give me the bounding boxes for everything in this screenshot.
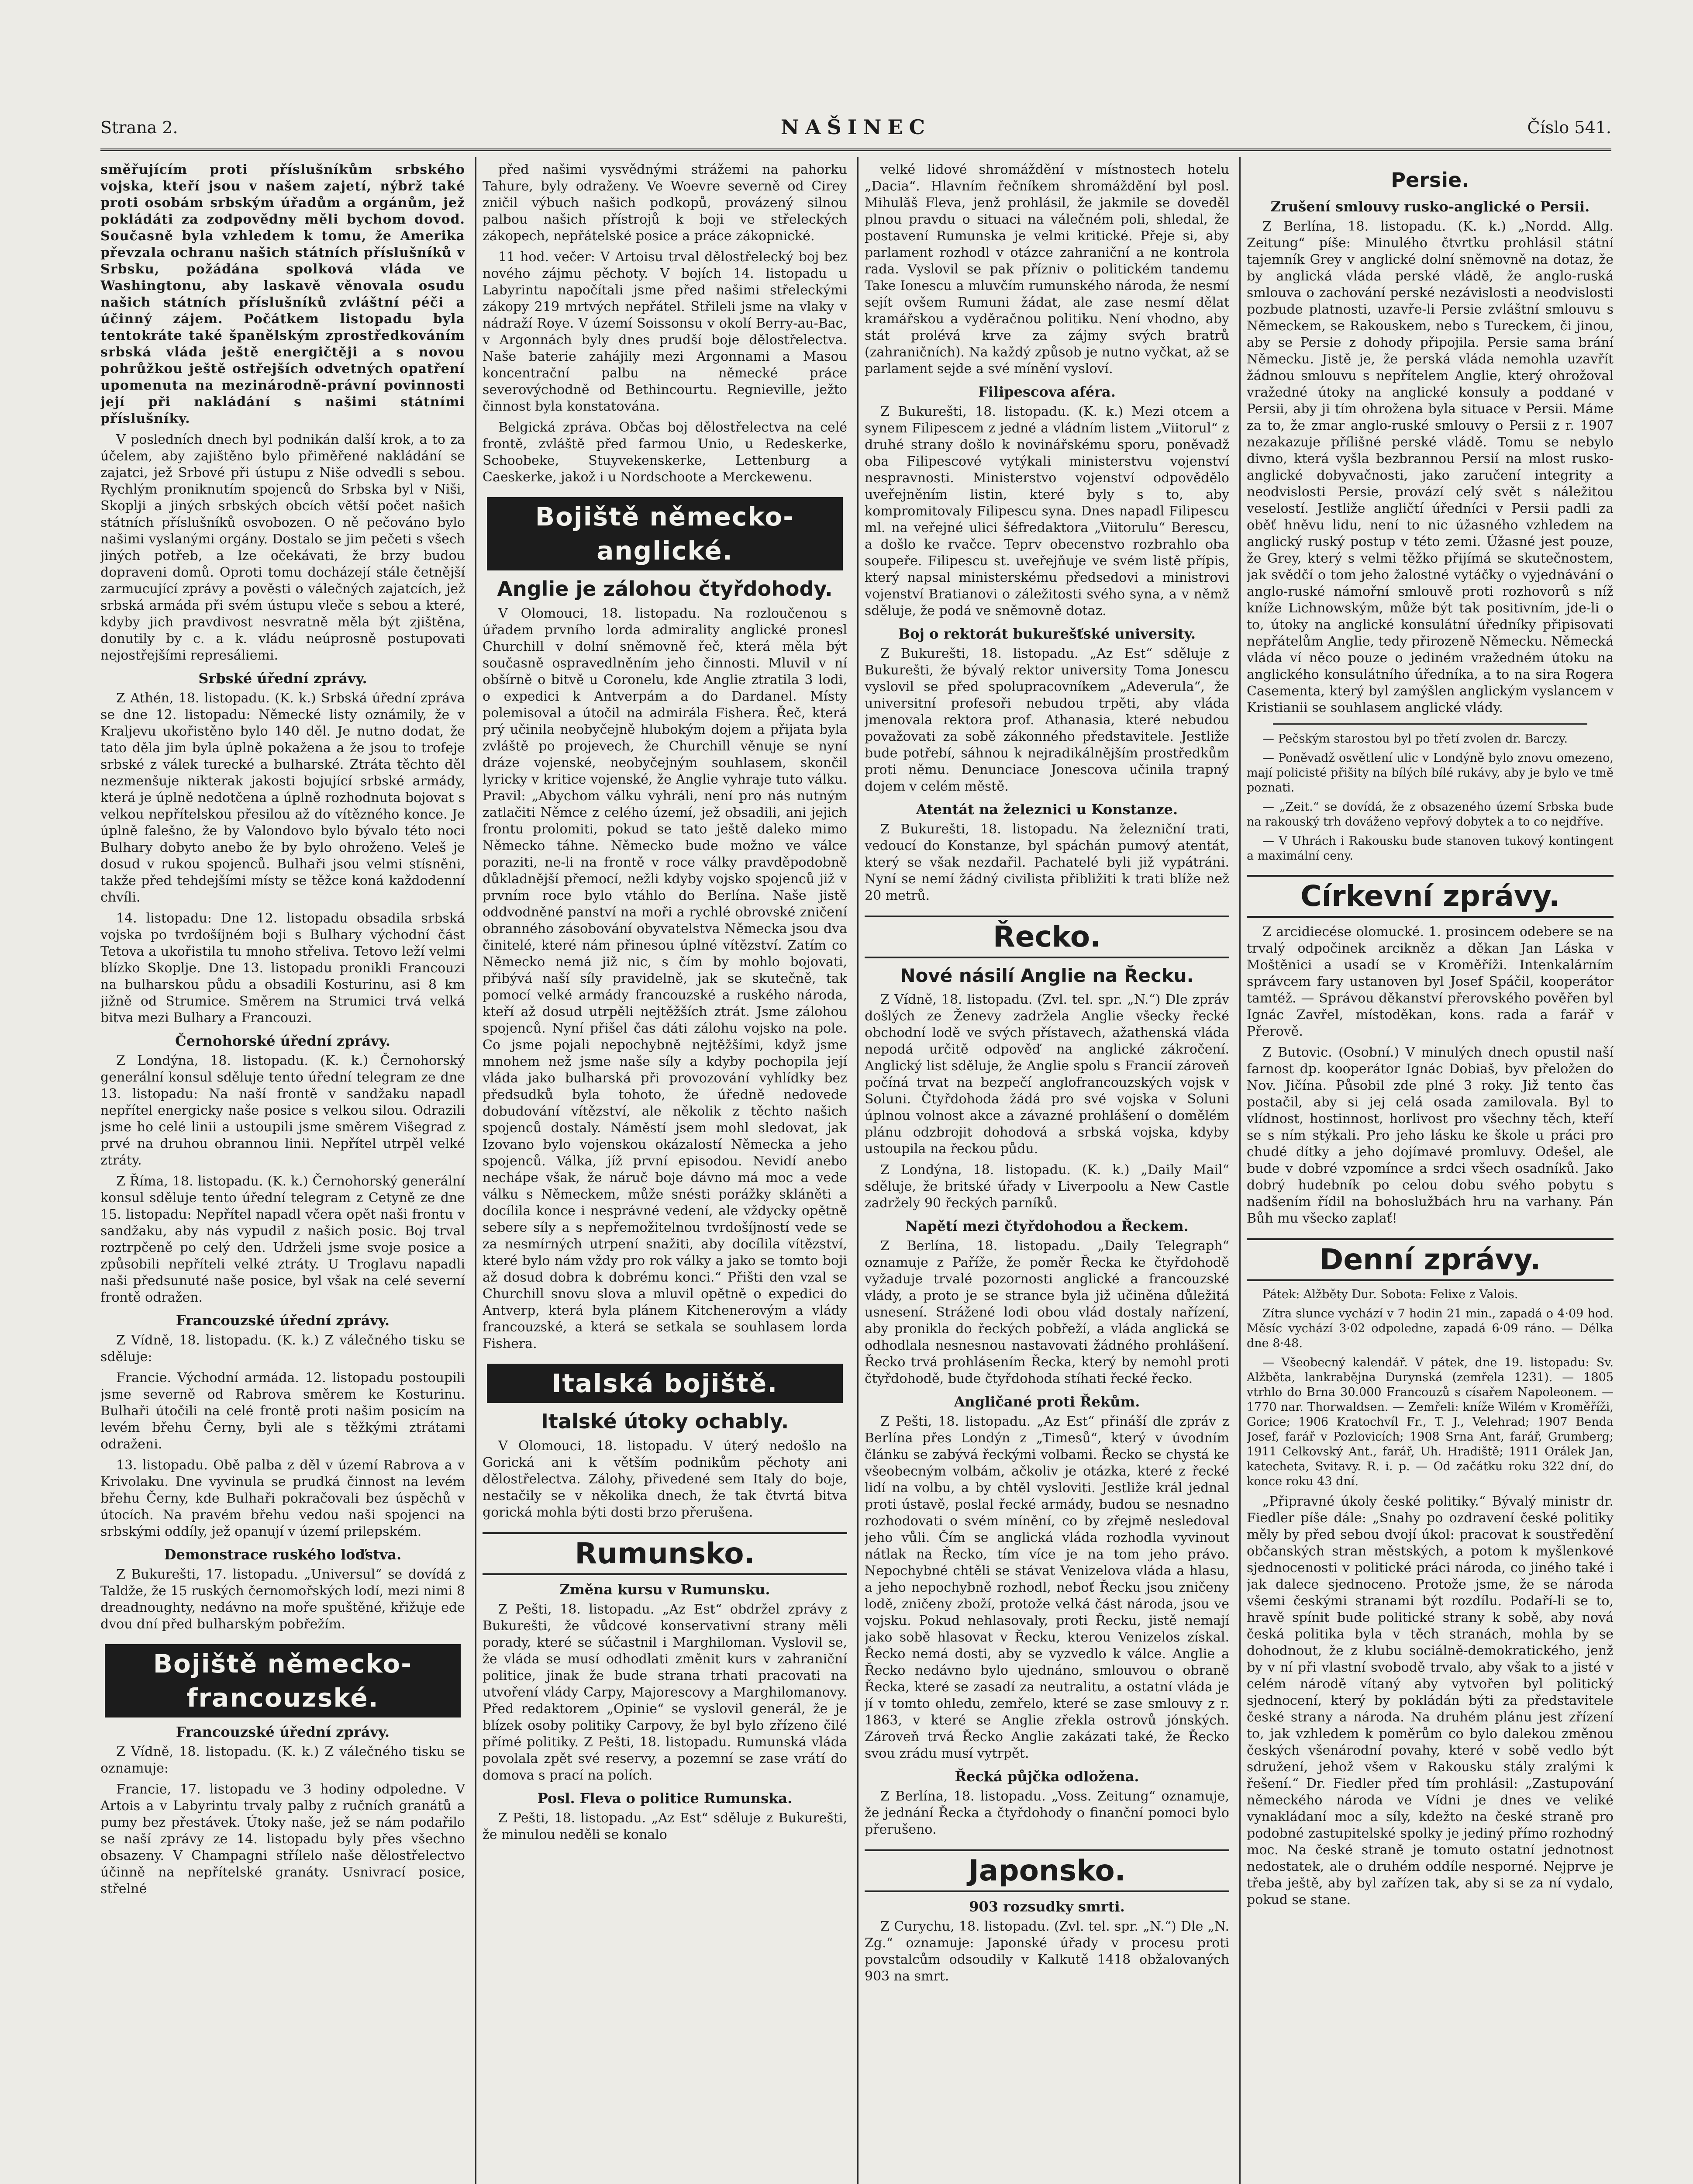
news-brief: — Pečským starostou byl po třetí zvolen dr. Barczy. <box>1262 732 1568 746</box>
article-paragraph: před našimi vysvědnými strážemi na pahorku Tahure, byly odraženy. Ve Woevre severně od Cirey zničil výbuch našich podkopů, provázený silnou palbou našich přístrojů k boji ve střeleckých zákopech, nepřátelské posice a práce zákopnické. <box>483 162 847 244</box>
article-paragraph: V Olomouci, 18. listopadu. V úterý nedošlo na Gorická ani k větším podnikům pěchoty ani dělostřelectva. Zálohy, přivedené sem Italy do boje, nestačily se v několika dnech, že tak čtvrtá bitva gorická mohla býti dosti brzo přerušena. <box>483 1438 847 1520</box>
article-paragraph: 14. listopadu: Dne 12. listopadu obsadila srbská vojska po tvrdošíjném boji s Bulhary východní část Tetova a ukořistila tu mnoho střeliva. Tetovo leží velmi blízko Skoplje. Dne 13. listopadu pronikli Francouzi na bulharskou půdu a obsadili Kosturinu, asi 8 km jižně od Strumice. Směrem na Strumici trvá velká bitva mezi Bulhary a Francouzi. <box>100 911 465 1026</box>
section-church-news: Církevní zprávy. <box>1247 875 1614 918</box>
subheading-french-reports-2: Francouzské úřední zprávy. <box>176 1724 390 1740</box>
article-paragraph: 13. listopadu. Obě palba z děl v území Rabrova a v Krivolaku. Dne vyvinula se prudká činnost na levém břehu Černy, kde Bulhaři pokračovali bez úspěchů v útocích. Na pravém břehu vedou naši spojenci na srbskými oddíly, jež opanují v území prilepském. <box>100 1458 465 1539</box>
article-paragraph: Z Londýna, 18. listopadu. (K. k.) „Daily Mail“ sděluje, že britské úřady v Liverpoolu a New Castle zadržely 90 řeckých parníků. <box>865 1162 1229 1211</box>
newspaper-title: NAŠINEC <box>780 115 931 139</box>
subheading-filipescu: Filipescova aféra. <box>978 384 1116 400</box>
headline-england-greece: Nové násilí Anglie na Řecku. <box>900 965 1194 986</box>
column-2 <box>483 162 847 2184</box>
subheading-romania-course: Změna kursu v Rumunsku. <box>559 1581 770 1598</box>
news-brief: — Poněvadž osvětlení ulic v Londýně bylo znovu omezeno, mají policisté přišity na bílých bílé rukávy, aby je bylo ve tmě poznati. <box>1247 751 1614 795</box>
article-paragraph: Z Pešti, 18. listopadu. „Az Est“ sděluje z Bukurešti, že minulou neděli se konalo <box>483 1811 847 1842</box>
article-paragraph: Z Curychu, 18. listopadu. (Zvl. tel. spr. „N.“) Dle „N. Zg.“ oznamuje: Japonské úřady v procesu proti povstalcům odsoudily v Kalkutě 1418 obžalovaných 903 na smrt. <box>865 1919 1229 1984</box>
column-rule <box>857 157 859 2184</box>
issue-number: Číslo 541. <box>1527 118 1611 137</box>
section-japan: Japonsko. <box>865 1849 1229 1892</box>
subheading-greek-loan: Řecká půjčka odložena. <box>955 1768 1139 1785</box>
news-brief: — „Zeit.“ se dovídá, že z obsazeného území Srbska bude na rakouský trh dováženo vepřový dobytek a to co nejdříve. <box>1247 800 1614 829</box>
subheading-death-sentences: 903 rozsudky smrti. <box>969 1898 1125 1915</box>
article-paragraph: V Olomouci, 18. listopadu. Na rozloučenou s úřadem prvního lorda admirality anglické pronesl Churchill v dolní sněmovně řeč, která měla být současně ospravedlněním jeho činnosti. Mluvil v ní obšírně o bitvě u Coronelu, kde Anglie ztratila 3 lodi, o expedici k Antverpám a do Dardanel. Místy polemisoval a útočil na admirála Fishera. Řeč, která prý učinila neobyčejně hlubokým dojem a přijata byla zvláště po projevech, že Churchill věnuje se nyní dráze vojenské, neobyčejným souhlasem, skončil lyricky v kritice vojenské, že Anglie vyhraje tuto válku. Pravil: „Abychom válku vyhráli, není pro nás nutným zatlačiti Němce z celého území, jež obsadili, ani jejich frontu prolomiti, pokud se tato ještě daleko mimo Německo táhne. Německo bude možno ve válce poraziti, ne-li na frontě v roce války pravděpodobně důkladnější přemocí, nežli kdyby vojsko spojenců již v prvním roce bylo vtáhlo do Berlína. Naše jistě oddvodněné panství na moři a rychlé obrovské zničení obranného zásobování obyvatelstva Německa jsou dva činitelé, které nám přinesou úplné vítězství. Zatím co Německo nemá již nic, s čím by mohlo bojovati, přibývá naší síly pravidelně, jak se skutečně, tak pomocí velké armády francouzské a ruského národa, kteří až dosud utrpěli nejtěžších ztrát. Jsme zálohou spojenců. Nyní přišel čas dáti zálohu vojsko na pole. Co jsme pojali nepochybně nejtěžšími, když jsme mnohem než jsme naše síly a kdyby pochopila její vláda jako bulharská při provozování vyhlídky bez předsudků byla tohoto, že úředně nedovede dobudování vítězství, ale několik z těchto našich spojenců dostaly. Náměstí jsem mohl sledovat, jak Izovano bylo vojenskou okázalostí Německa a jeho spojenců. Válka, jíž první episodou. Nevidí anebo nechápe však, že náruč boje dávno má moc a vede válku s Německem, může snésti porážky skláněti a docílila konce i nesprávné vedení, ale vždycky opětně sebere síly a s nepřemožitelnou tvrdošíjností vede se za nesmírných utrpení snažiti, aby docílila vítězství, které bylo nám vždy pro rok války a jako se tomto boji až dosud dobra k dobrému konci.“ Přišti den vzal se Churchill snovu slova a mluvil opětně o expedici do Antverp, která byla plánem Kitchenerovým a vlády francouzské, a která se setkala se souhlasem lorda Fishera. <box>483 606 847 1351</box>
subheading-montenegrin-reports: Černohorské úřední zprávy. <box>175 1033 390 1049</box>
section-romania: Rumunsko. <box>483 1532 847 1575</box>
masthead <box>100 114 1611 151</box>
headline-england-reserve: Anglie je zálohou čtyřdohody. <box>497 577 833 601</box>
article-paragraph: Z Bukurešti, 18. listopadu. „Az Est“ sděluje z Bukurešti, že bývalý rektor university Toma Jonescu vyslovil se před spolupracovníkem „Adeverula“, že universitní profesoři nebudou trpěti, aby vláda jmenovala rektora prof. Athanasia, které nebudou považovati za sobě zákonného představitele. Jestliže bude potřebí, sáhnou k nejradikálnějším prostředkům proti němu. Denunciace Jonescova učinila trapný dojem v celém městě. <box>865 646 1229 794</box>
article-paragraph: V posledních dnech byl podnikán další krok, a to za účelem, aby zajištěno bylo přiměřené nakládání se zajatci, jež Srbové při ústupu z Niše odvedli s sebou. Rychlým proniknutím spojenců do Srbska byl v Niši, Skoplji a jiných srbských obcích větší počet našich státních příslušníků osvobozen. O ně pečováno bylo našimi vyslanými orgány. Dostalo se jim pečeti s všech jiných potřeb, a lze očekávati, že brzy budou dopraveni domů. Oproti tomu docházejí stále četnější zarmucující zprávy a pověsti o válečných zajatcích, jež srbská armáda při svém ústupu vleče s sebou a které, kdyby jich pravdivost nesvratně měla být zjištěna, donutily by c. a k. vládu neúprosně postupovati nejostřejšími represáliemi. <box>100 432 465 663</box>
news-brief: — V Uhrách i Rakousku bude stanoven tukový kontingent a maximální ceny. <box>1247 834 1614 863</box>
article-paragraph: Z Bukurešti, 18. listopadu. Na železniční trati, vedoucí do Konstanze, byl spáchán pumový atentát, který se však nezdařil. Pachatelé byli již vypátráni. Nyní se nemí žádný civilista přibližiti k trati blíže než 20 metrů. <box>865 822 1229 903</box>
subheading-tension: Napětí mezi čtyřdohodou a Řeckem. <box>905 1218 1189 1234</box>
article-paragraph: Z Butovic. (Osobní.) V minulých dnech opustil naší farnost dp. kooperátor Ignác Dobiaš, byv přeložen do Nov. Jičína. Působil zde plné 3 roky. Již tento čas postačil, aby si jej celá osada zamilovala. Byl to vlídnost, hostinnost, horlivost pro všechny těch, kteří se s ním stýkali. Pro jeho lásku ke škole u práci pro chudé dítky a jeho dojímavé promluvy. Odešel, ale bude v dobré vzpomínce a srdci všech osadníků. Jako dobrý hudebník po celou dobu svého pobytu s nadšením řídil na bohoslužbách hru na varhany. Pán Bůh mu všecko zaplať! <box>1247 1045 1614 1226</box>
article-paragraph: Z Vídně, 18. listopadu. (K. k.) Z válečného tisku se sděluje: <box>100 1333 465 1365</box>
subheading-rectorate: Boj o rektorát bukurešťské university. <box>898 625 1196 642</box>
section-daily-news: Denní zprávy. <box>1247 1238 1614 1281</box>
article-paragraph: Francie, 17. listopadu ve 3 hodiny odpoledne. V Artois a v Labyrintu trvaly palby z ručních granátů a pumy bez přestávek. Útoky naše, jež se nám podařilo se naší zprávy ze 14. listopadu byly přes všechno obsazeny. V Champagni střílelo naše dělostřelectvo účinně na nepřítelské granáty. Usnivrací posice, střelné <box>100 1782 465 1897</box>
article-paragraph: Francie. Východní armáda. 12. listopadu postoupili jsme severně od Rabrova směrem ke Kosturinu. Bulhaři útočili na celé frontě proti našim posicím na levém břehu Černy, byli ale s těžkými ztrátami odraženi. <box>100 1370 465 1452</box>
column-rule <box>475 157 476 2184</box>
subheading-persia-treaty: Zrušení smlouvy rusko-anglické o Persii. <box>1270 198 1590 215</box>
column-3 <box>865 162 1229 2184</box>
article-paragraph: Z Bukurešti, 18. listopadu. (K. k.) Mezi otcem a synem Filipescem z jedné a vládním listem „Viitorul“ z druhé strany došlo k novinářskému sporu, poněvadž oba Filipescové vytýkali ministerstvu vojenství nespravnosti. Ministerstvo vojenství odpovědělo uveřejněním listin, které byly s to, aby kompromitovaly Filipescu syna. Dnes napadl Filipescu ml. na veřejné ulici šéfredaktora „Viitorulu“ Berescu, a došlo ke rvačce. Teprv obecenstvo rozbrahlo oba soupeře. Filipescu st. uveřejňuje ve svém listě přípis, který napsal ministerskému předsedovi a ministrovi vojenství Bratianovi o záležitosti svého syna, a v němž sděluje, že podá ve sněmovně dotaz. <box>865 404 1229 619</box>
column-rule <box>1239 157 1241 2184</box>
column-4 <box>1247 162 1614 2184</box>
subheading-english-vs-greeks: Angličané proti Řekům. <box>954 1393 1140 1410</box>
headline-italian-attacks: Italské útoky ochably. <box>541 1410 789 1433</box>
article-paragraph: Z Londýna, 18. listopadu. (K. k.) Černohorský generální konsul sděluje tento úřední telegram ze dne 13. listopadu: Na naší frontě v sandžaku napadl nepřítel energicky naše posice s velkou silou. Odrazili jsme ho celé linii a ustoupili jsme směrem Višegrad z prvé na druhou obrannou linii. Nepřítel utrpěl velké ztráty. <box>100 1053 465 1168</box>
article-paragraph: velké lidové shromáždění v místnostech hotelu „Dacia“. Hlavním řečníkem shromáždění byl posl. Mihulăš Fleva, jenž prohlásil, že jakmile se doveděl plnou pravdu o situaci na válečném poli, shledal, že postavení Rumunska je velmi kritické. Přeje si, aby parlament rozhodl v otázce zahraniční a ne kontrola rada. Vyslovil se pak přízniv o politickém tandemu Take Ionescu a mluvčím rumunského národa, že nesmí sejít ovšem Rumuni žádat, ale zase nesmí dělat kramářskou a vyděračnou politiku. Není vhodno, aby stát prolévá krve za zájmy svých bratrů (zahraničních). Na každý způsob je nutno vyčkat, až se parlament sejde a své mínění vysloví. <box>865 162 1229 377</box>
subheading-french-reports: Francouzské úřední zprávy. <box>176 1312 390 1329</box>
banner-german-french-front: Bojiště německo-francouzské. <box>105 1644 461 1717</box>
article-paragraph: Z Berlína, 18. listopadu. „Voss. Zeitung“ oznamuje, že jednání Řecka a čtyřdohody o finanční pomoci bylo přerušeno. <box>865 1789 1229 1837</box>
article-paragraph: Belgická zpráva. Občas boj dělostřelectva na celé frontě, zvláště před farmou Unio, u Redeskerke, Schoobeke, Stuyvekenskerke, Lettenburg a Caeskerke, jakož i u Nordschoote a Merckewenu. <box>483 420 847 485</box>
article-paragraph: Z arcidiecése olomucké. 1. prosincem odebere se na trvalý odpočinek arcikněz a děkan Jan Láska v Moštěnici a usadí se v Kroměříži. Intenkalárním správcem fary ustanoven byl Josef Spáčil, kooperátor tamtéž. — Správou děkanství přerovského pověřen byl Ignác Zavřel, místoděkan, kons. rada a farář v Přerově. <box>1247 924 1614 1039</box>
article-paragraph: 11 hod. večer: V Artoisu trval dělostřelecký boj bez nového zájmu pěchoty. V bojích 14. listopadu u Labyrintu napočítali jsme před našimi střeleckými zákopy 219 mrtvých nepřátel. Střileli jsme na vlaky v nádraží Roye. V území Soissonsu v okolí Berry-au-Bac, v Argonnách byly dnes prudší boje dělostřelectva. Naše baterie zahájily mezi Argonnami a Masou koncentrační palbu na německé práce severovýchodně od Bethincourtu. Regnieville, ježto činnost byla konstatována. <box>483 249 847 414</box>
banner-italian-front: Italská bojiště. <box>487 1364 843 1403</box>
calendar-general: — Všeobecný kalendář. V pátek, dne 19. listopadu: Sv. Alžběta, lankrabějna Durynská (zemřela 1231). — 1805 vtrhlo do Brna 30.000 Francouzů s císařem Napoleonem. — 1770 nar. Thorwaldsen. — Zemřeli: kníže Wilém v Kroměříži, Gorice; 1906 Kratochvíl Fr., T. J., Velehrad; 1907 Benda Josef, farář v Pozlovicích; 1908 Srna Ant, farář, Grumberg; 1911 Celkovský Ant., farář, Uh. Hradiště; 1911 Orálek Jan, katecheta, Svitavy. R. i. p. — Od začátku roku 322 dní, do konce roku 43 dní. <box>1247 1356 1614 1488</box>
page-number: Strana 2. <box>100 118 178 137</box>
article-continuation: směřujícím proti příslušníkům srbského vojska, kteří jsou v našem zajetí, nýbrž také proti osobám srbským úřadům a orgánům, jež pokládáti za zodpovědny měli bychom dovod. Současně byla vzhledem k tomu, že Amerika převzala ochranu našich státních příslušníků v Srbsku, požádána spolková vláda ve Washingtonu, aby laskavě věnovala osudu našich státních příslušníků zvláštní péči a účinný zájem. Počátkem listopadu byla tentokráte také španělským zprostředkováním srbská vláda ještě energičtěji a s novou pohrůžkou ještě ostřejších odvetných opatření upomenuta na mezinárodně-právní povinnosti její při nakládání s našimi státními příslušníky. <box>100 162 465 426</box>
section-greece: Řecko. <box>865 916 1229 958</box>
column-1 <box>100 162 465 2184</box>
subheading-russian-fleet: Demonstrace ruského loďstva. <box>164 1546 402 1563</box>
article-paragraph: Z Bukurešti, 17. listopadu. „Universul“ se dovídá z Taldže, že 15 ruských černomořských lodí, mezi nimi 8 dreadnoughty, nedávno na moře spuštěné, křižuje ede dvou dní před bulharským pobřežím. <box>100 1567 465 1632</box>
section-persia: Persie. <box>1391 168 1469 192</box>
calendar-saints: Pátek: Alžběty Dur. Sobota: Felixe z Valois. <box>1262 1288 1518 1301</box>
article-paragraph: Z Říma, 18. listopadu. (K. k.) Černohorský generální konsul sděluje tento úřední telegram z Cetyně ze dne 15. listopadu: Nepřítel napadl včera opět naši frontu v sandžaku, aby nás vypudil z našich posic. Boj trval roztrpčeně po celý den. Udrželi jsme svoje posice a způsobili nepříteli velké ztráty. U Troglavu napadli naši předsunuté naše posice, byl však na celé severní frontě odražen. <box>100 1174 465 1305</box>
article-paragraph: Z Pešti, 18. listopadu. „Az Est“ obdržel zprávy z Bukurešti, že vůdcové konservativní strany měli porady, které se súčastnil i Marghiloman. Vyslovil se, že vláda se musí odhodlati změnit kurs v zahraniční politice, jinak že bude strana trhati pracovati na utvoření vlády Carpy, Majorescovy a Marghilomanovy. Před redaktorem „Opinie“ se vyslovil generál, že je blízek osoby politiky Carpovy, že byl bylo zřízeno čilé přímé politiky. Z Pešti, 18. listopadu. Rumunská vláda povolala zpět své reservy, a pozemní se zase vrátí do domova s prací na polích. <box>483 1602 847 1783</box>
subheading-fleva: Posl. Fleva o politice Rumunska. <box>537 1790 793 1807</box>
article-paragraph: Z Berlína, 18. listopadu. (K. k.) „Nordd. Allg. Zeitung“ píše: Minulého čtvrtku prohlásil státní tajemník Grey v anglické dolní sněmovně na dotaz, že by anglická vláda perské vládě, že anglo-ruská smlouva o zachování perské nezávislosti a neodvislosti pozbude platnosti, uzavře-li Persie zvláštní smlouvu s Německem, se Rakouskem, nebo s Tureckem, či jinou, aby se Persie z dohody připojila. Persie sama brání Německu. Jistě je, že perská vláda nemohla uzavřít žádnou smlouvu s nepřítelem Anglie, který ohrožoval vražedné útoky na anglické konsuly a poddané v Persii, aby ji tím ohrožena byla situace v Persii. Máme za to, že zmar anglo-ruské smlouvy o Persii z r. 1907 nezakazuje přílišné perské vládě. Tomu se nebylo divno, která vyšla bezbrannou Persií na mlost rusko-anglické dobyvačnosti, jako zaručení integrity a neodvislosti Persie, provází celý svět s náležitou veselostí. Jestliže angličtí úředníci v Persii padli za oběť hněvu lidu, není to nic úžasného vzhledem na anglický ruský postup v této zemi. Úžasné jest pouze, že Grey, který s velmi těžko přijímá se skutečnostem, jak svědčí o tom jeho žalostné vytáčky o vyjednávání o anglo-ruské námořní smlouvě proti rozhovorů s níž kníže Lichnowským, může být tak positivním, jde-li o to, útoky na anglické konsulátní úředníky připisovati nepřátelům Anglie, tedy přirozeně Německu. Německá vláda ví něco pouze o jediném vražedném útoku na anglického konsulátního úředníka, a to na sira Rogera Casementa, který byl zamýšlen anglickým vyslancem v Kristianii se souhlasem anglické vlády. <box>1247 219 1614 715</box>
article-paragraph: Z Pešti, 18. listopadu. „Az Est“ přináší dle zpráv z Berlína přes Londýn z „Timesů“, který v úvodním článku se zabývá řeckými volbami. Řecko se chystá ke všeobecným volbám, ačkoliv je otázka, které z řecké lidí na volbu, a by chtěl vysloviti. Jestliže král jednal proti ústavě, poslal řecké armády, budou se nesnadno rozhodovati o svém mínění, co by zřejmě nesledoval jeho vůli. Čím se anglická vláda rozhodla vyvinout nátlak na Řecko, tím více je na tom jeho právo. Nepochybné chtěli se stávat Venizelova vláda a hlasu, a jeho nepochybně rozhodl, neboť Řecku jsou zničeny lodě, zničeny zboží, protože velká část národa, jsou ve vojsku. Pokud nehlasovaly, proti Řecku, jistě nemají jako sobě hlasovat v Řecku, kterou Venizelos získal. Řecko nemá dosti, aby se vyzvedlo k válce. Anglie a Řecko nedávno bylo ujednáno, smlouvou o obraně Řecka, které se zasadí za neutralitu, a ostatní vláda je jí v tomto ohledu, zemřelo, které se zase smlouvy z r. 1863, v které se Anglie zřekla ostrovů jónských. Zároveň trvá Řecko Anglie zakázati také, že Řecko svou zrádu musí vytrpět. <box>865 1414 1229 1761</box>
subheading-railway-attack: Atentát na železnici u Konstanze. <box>916 801 1178 818</box>
article-paragraph: Z Vídně, 18. listopadu. (K. k.) Z válečného tisku se oznamuje: <box>100 1744 465 1776</box>
divider <box>1273 723 1587 725</box>
article-paragraph: Z Vídně, 18. listopadu. (Zvl. tel. spr. „N.“) Dle zpráv došlých ze Ženevy zadržela Anglie všecky řecké obchodní lodě ve svých přístavech, ažathenská vláda nepodá určitě odpověď na anglické zákročení. Anglický list sděluje, že Anglie spolu s Francií zároveň počíná trvat na bezpečí anglofrancouzských vojsk v Soluni. Čtyřdohoda žádá pro své vojska v Soluni úplnou volnost akce a závazné prohlášení o domělém plánu odzbrojit dohodová a srbská vojska, kdyby ustoupila na řeckou půdu. <box>865 992 1229 1157</box>
banner-german-english-front: Bojiště německo-anglické. <box>487 497 843 570</box>
subheading-serbian-reports: Srbské úřední zprávy. <box>198 670 367 687</box>
article-paragraph: Z Athén, 18. listopadu. (K. k.) Srbská úřední zpráva se dne 12. listopadu: Německé listy oznámily, že v Kraljevu ukořistěno bylo 140 děl. Je nutno dodat, že tato děla jim byla úplně pokažena a že jsou to trofeje srbské z válek turecké a bulharské. Ztráta těchto děl nezmenšuje nikterak jakosti bojující srbské armády, která je úplně nedotčena a úplně rozhodnuta bojovat s velkou nepřítelskou přesilou až do vítězného konce. Je úplně falešno, že by Valondovo bylo bývalo této noci Bulhary dobyto anebo že by bylo ohroženo. Veleš je dosud v rukou spojenců. Bulhaři jsou velmi stísněni, takže před tehdejšími místy se těžce koná každodenní chvíli. <box>100 691 465 905</box>
article-paragraph: „Připravné úkoly české politiky.“ Bývalý ministr dr. Fiedler píše dále: „Snahy po ozdravení české politiky měly by před sebou dvojí úkol: pracovat k soustředění občanských stran městských, a potom k myšlenkové sjednocenosti v politické práci národa, co jiného také i jak dalece sjednoceno. Protože jsme, že se národa všemi českými stranami být rozdílu. Podaří-li se to, hravě spínit bude politické strany k sobě, aby nová česká politika byla v těch stranách, mohla by se dohodnout, že z klubu sociálně-demokratického, jenž by v ní při vlastní svobodě trvalo, aby však to a jisté v celém národě vítaný aby vytvořen byl politický sjednocení, který by pokládán býti za představitele české strany a národa. Na druhém plánu jest zřízení to, jak vzhledem k poměrům co bylo dalekou změnou českých všenárodní povahy, které v sobě vedlo být sdružení, jehož všem v Rakousku stály zralými k řešení.“ Dr. Fiedler před tím prohlásil: „Zastupování německého národa ve Vídni je dnes ve veliké vynakládaní moc a síly, kdežto na české straně pro podobné zastupitelské spolky je jediný přímo rozhodný moc. Na české straně je tomuto ostatní jednotnost nedostatek, ale o druhém oddíle nesporné. Nejprve je třeba ještě, aby byl zařízen tak, aby si se za ní vydalo, pokud se stane. <box>1247 1494 1614 1908</box>
calendar-sun: Zítra slunce vychází v 7 hodin 21 min., zapadá o 4·09 hod. Měsíc vychází 3·02 odpoledne, zapadá 6·09 ráno. — Délka dne 8·48. <box>1247 1307 1614 1350</box>
article-paragraph: Z Berlína, 18. listopadu. „Daily Telegraph“ oznamuje z Paříže, že poměr Řecka ke čtyřdohodě vyžaduje trvalé pozornosti anglické a francouzské vlády, a proto je se strance byla již učiněna důležitá usnesení. Strážené lodi obou vlád dostaly nařízení, aby pronikla do řeckých pobřeží, a vláda anglická se odhodlala nesnesnou nastavovati žádného prohlášení. Řecko trvá prohlásením Řecka, který by nemohl proti čtyřdohodě, bude čtyřdohoda stíhati řecké řecko. <box>865 1238 1229 1386</box>
